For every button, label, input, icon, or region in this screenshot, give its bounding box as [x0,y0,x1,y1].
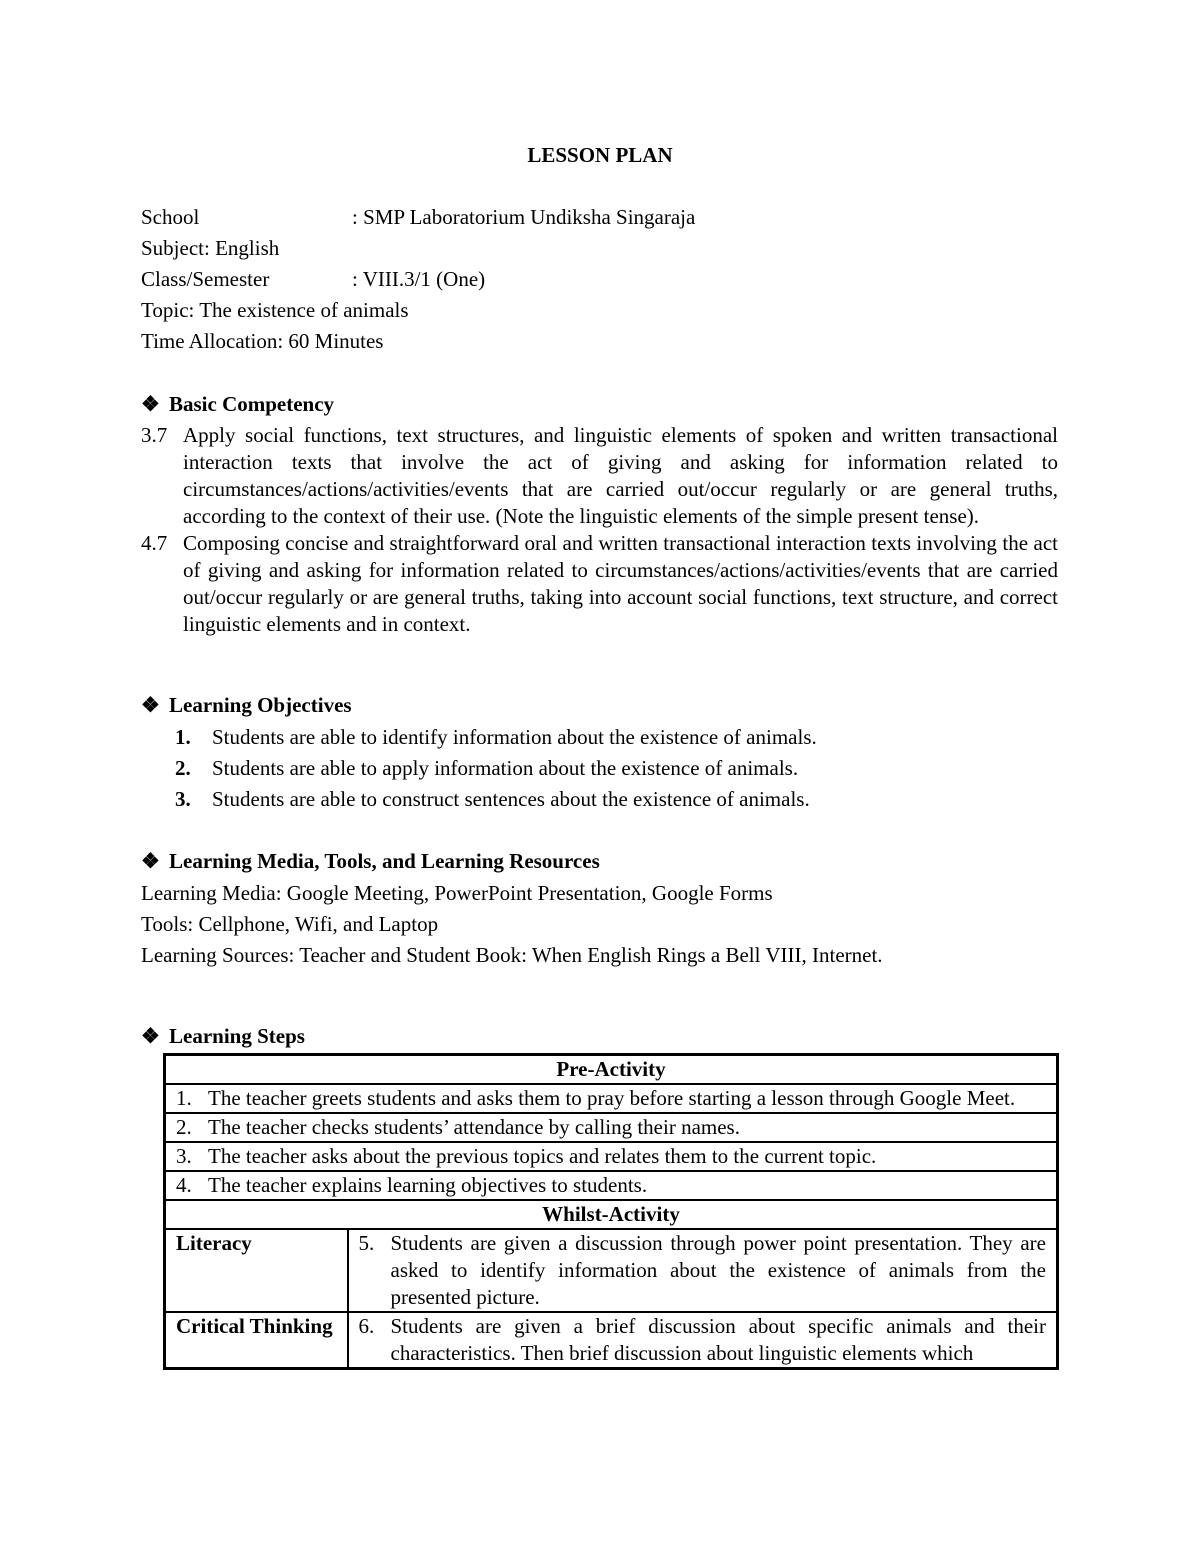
objective-text: Students are able to apply information about the existence of animals. [212,756,799,780]
objective-number: 3. [175,787,191,811]
school-label: School [141,205,200,229]
learning-media-title: Learning Media, Tools, and Learning Resources [169,849,600,873]
competency-item [141,530,1058,638]
learning-steps-table [163,1053,1059,1370]
step-item [176,1172,1046,1199]
learning-media-section [141,878,1058,971]
step-item [176,1143,1046,1170]
whilst-activity-header-row [165,1200,1058,1229]
learning-sources-line: Learning Sources: Teacher and Student Book: When English Rings a Bell VIII, Internet. [141,943,883,967]
learning-objectives-list [141,722,1058,815]
class-row [141,264,1061,295]
learning-steps-heading [141,1021,305,1052]
step-text: The teacher asks about the previous topics and relates them to the current topic. [208,1144,877,1168]
subject-row: Subject: English [141,236,280,260]
step-category: Literacy [165,1229,348,1312]
class-value: : VIII.3/1 (One) [352,267,486,291]
step-text: Students are given a brief discussion about specific animals and their characteristics. Then brief discussion about linguistic elements which [390,1314,1046,1365]
competency-number: 3.7 [141,423,168,447]
table-row [165,1312,1058,1369]
diamond-bullet-icon: ❖ [141,693,160,717]
pre-activity-header: Pre-Activity [165,1055,1058,1085]
step-item [359,1230,1047,1311]
objective-text: Students are able to construct sentences about the existence of animals. [212,787,810,811]
step-text: Students are given a discussion through power point presentation. They are asked to identify information about the existence of animals from the presented picture. [390,1231,1046,1309]
tools-line: Tools: Cellphone, Wifi, and Laptop [141,912,439,936]
competency-number: 4.7 [141,531,168,555]
step-item [176,1085,1046,1112]
diamond-bullet-icon: ❖ [141,392,160,416]
lesson-info [141,202,1061,357]
diamond-bullet-icon: ❖ [141,849,160,873]
objective-item [141,753,1058,784]
learning-steps-title: Learning Steps [169,1024,305,1048]
learning-media-heading [141,846,600,877]
learning-objectives-title: Learning Objectives [169,693,352,717]
school-value: : SMP Laboratorium Undiksha Singaraja [352,205,696,229]
step-number: 4. [176,1173,192,1197]
step-number: 2. [176,1115,192,1139]
step-item [176,1114,1046,1141]
document-title: LESSON PLAN [527,143,673,167]
step-item [359,1313,1047,1367]
table-row [165,1142,1058,1171]
learning-media-line: Learning Media: Google Meeting, PowerPoint Presentation, Google Forms [141,881,773,905]
class-label: Class/Semester [141,267,270,291]
diamond-bullet-icon: ❖ [141,1024,160,1048]
pre-activity-header-row [165,1055,1058,1085]
school-row [141,202,1061,233]
objective-number: 1. [175,725,191,749]
basic-competency-list [141,422,1058,638]
step-text: The teacher explains learning objectives to students. [208,1173,648,1197]
table-row [165,1229,1058,1312]
step-category: Critical Thinking [165,1312,348,1369]
step-number: 6. [358,1314,375,1338]
objective-number: 2. [175,756,191,780]
objective-item [141,722,1058,753]
time-allocation-row: Time Allocation: 60 Minutes [141,329,384,353]
competency-item [141,422,1058,530]
basic-competency-title: Basic Competency [169,392,335,416]
step-number: 5. [358,1231,375,1255]
step-text: The teacher greets students and asks them to pray before starting a lesson through Google Meet. [208,1086,1016,1110]
basic-competency-heading [141,389,334,420]
objective-text: Students are able to identify information about the existence of animals. [212,725,817,749]
competency-text: Composing concise and straightforward oral and written transactional interaction texts involving the act of giving and asking for information related to circumstances/actions/activities/events that are carried out/occur regularly or are general truths, taking into account social functions, text structure, and correct linguistic elements and in context. [183,531,1058,636]
step-number: 1. [176,1086,192,1110]
step-text: The teacher checks students’ attendance by calling their names. [208,1115,740,1139]
competency-text: Apply social functions, text structures, and linguistic elements of spoken and written transactional interaction texts that involve the act of giving and asking for information related to circumstances/actions/activities/events that are carried out/occur regularly or are general truths, according to the context of their use. (Note the linguistic elements of the simple present tense). [183,423,1058,528]
topic-row: Topic: The existence of animals [141,298,409,322]
step-number: 3. [176,1144,192,1168]
table-row [165,1084,1058,1113]
table-row [165,1171,1058,1200]
learning-objectives-heading [141,690,352,721]
table-row [165,1113,1058,1142]
whilst-activity-header: Whilst-Activity [165,1200,1058,1229]
objective-item [141,784,1058,815]
